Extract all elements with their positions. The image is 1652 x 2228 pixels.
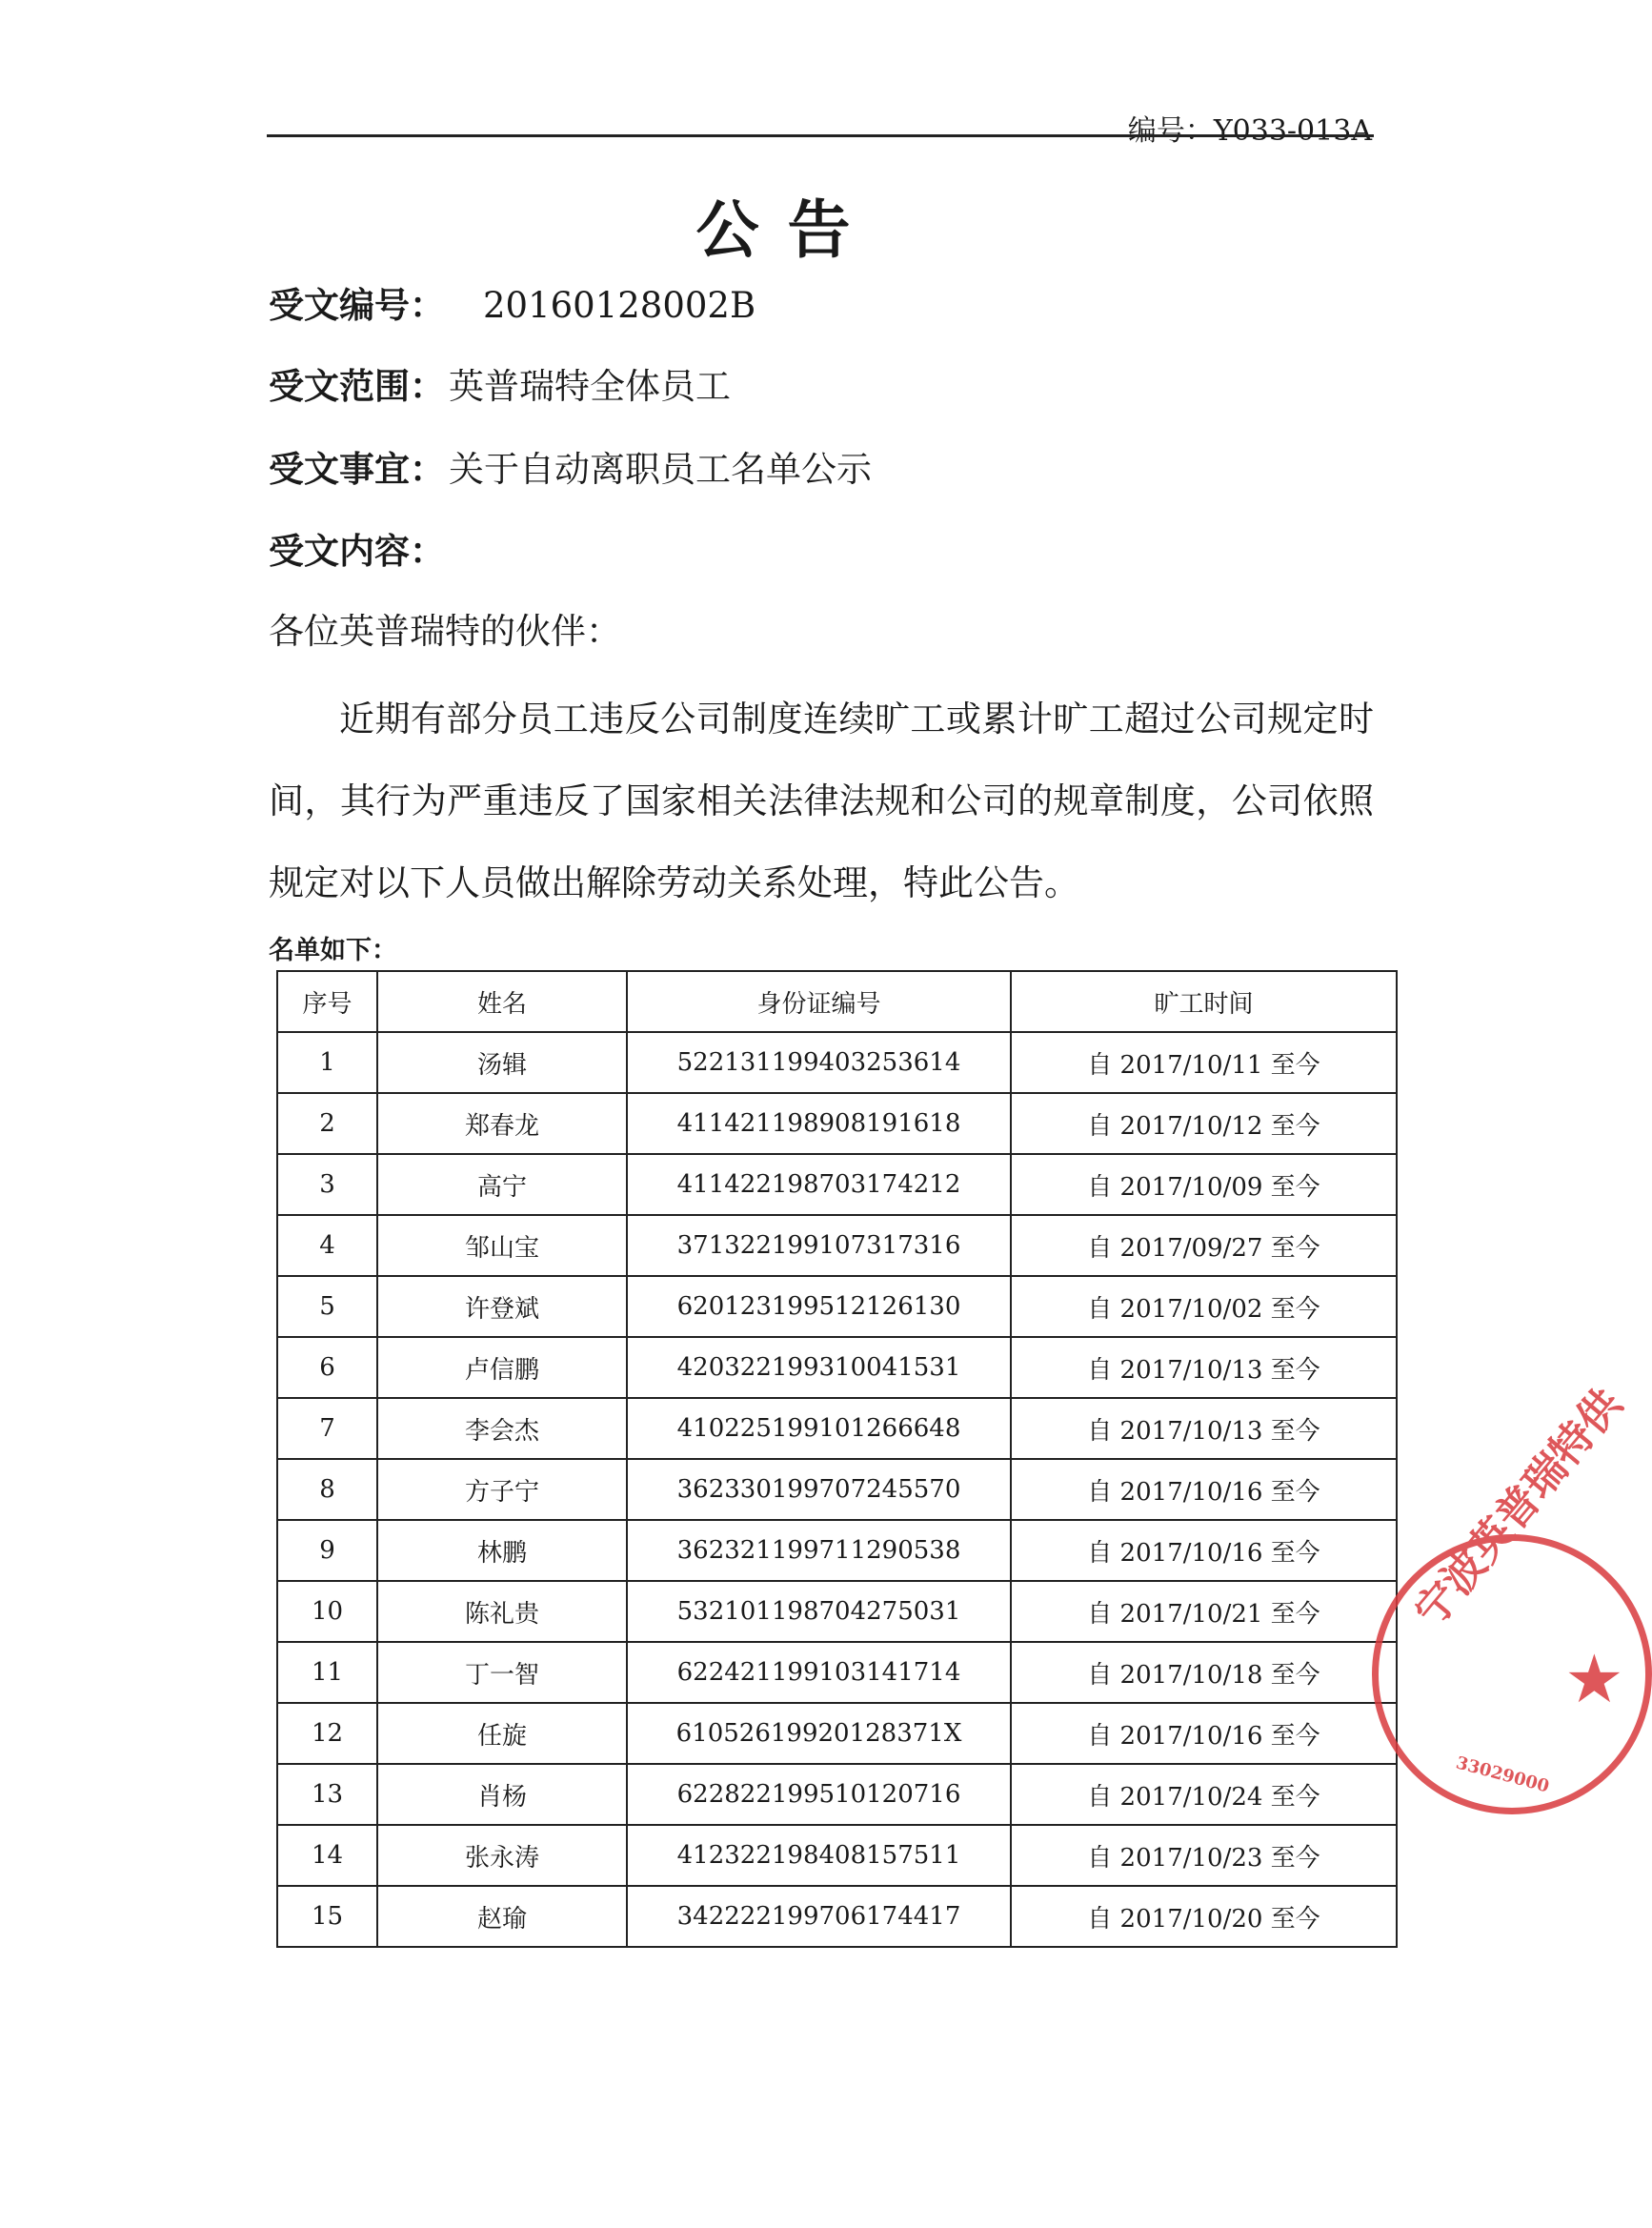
table-header-row [277, 971, 1397, 1032]
scope-field [269, 357, 731, 409]
cell-absence-period: 自 2017/10/13 至今 [1011, 1398, 1397, 1459]
cell-name: 肖杨 [377, 1764, 627, 1825]
table-row [277, 1520, 1397, 1581]
cell-id-number: 411422198703174212 [627, 1154, 1011, 1215]
cell-id-number: 371322199107317316 [627, 1215, 1011, 1276]
cell-name: 方子宁 [377, 1459, 627, 1520]
cell-name: 李会杰 [377, 1398, 627, 1459]
cell-index: 2 [277, 1093, 377, 1154]
cell-absence-period: 自 2017/10/20 至今 [1011, 1886, 1397, 1947]
table-row [277, 1215, 1397, 1276]
cell-absence-period: 自 2017/10/21 至今 [1011, 1581, 1397, 1642]
cell-id-number: 622421199103141714 [627, 1642, 1011, 1703]
table-row [277, 1093, 1397, 1154]
cell-name: 张永涛 [377, 1825, 627, 1886]
cell-index: 12 [277, 1703, 377, 1764]
header-name: 姓名 [377, 971, 627, 1032]
table-row [277, 1154, 1397, 1215]
cell-name: 郑春龙 [377, 1093, 627, 1154]
page-title: 公告 [695, 193, 879, 267]
header-index: 序号 [277, 971, 377, 1032]
cell-index: 3 [277, 1154, 377, 1215]
cell-id-number: 622822199510120716 [627, 1764, 1011, 1825]
cell-index: 6 [277, 1337, 377, 1398]
table-row [277, 1886, 1397, 1947]
cell-absence-period: 自 2017/09/27 至今 [1011, 1215, 1397, 1276]
cell-id-number: 362321199711290538 [627, 1520, 1011, 1581]
star-icon: ★ [1564, 1640, 1624, 1718]
table-row [277, 1398, 1397, 1459]
body-paragraph: 近期有部分员工违反公司制度连续旷工或累计旷工超过公司规定时间，其行为严重违反了国家相关法律法规和公司的规章制度，公司依照规定对以下人员做出解除劳动关系处理，特此公告。 [269, 699, 1374, 903]
cell-index: 8 [277, 1459, 377, 1520]
cell-index: 5 [277, 1276, 377, 1337]
cell-absence-period: 自 2017/10/18 至今 [1011, 1642, 1397, 1703]
company-seal [1372, 1380, 1652, 1814]
cell-index: 7 [277, 1398, 377, 1459]
cell-absence-period: 自 2017/10/02 至今 [1011, 1276, 1397, 1337]
cell-name: 许登斌 [377, 1276, 627, 1337]
cell-id-number: 362330199707245570 [627, 1459, 1011, 1520]
cell-id-number: 412322198408157511 [627, 1825, 1011, 1886]
cell-absence-period: 自 2017/10/16 至今 [1011, 1459, 1397, 1520]
matter-field [269, 440, 872, 492]
seal-text: 宁波英普瑞特供 [1405, 1380, 1632, 1636]
cell-name: 高宁 [377, 1154, 627, 1215]
table-row [277, 1825, 1397, 1886]
doc-number-value: 20160128002B [483, 285, 756, 326]
greeting: 各位英普瑞特的伙伴： [269, 611, 621, 652]
header-id-number: 身份证编号 [627, 971, 1011, 1032]
cell-name: 林鹏 [377, 1520, 627, 1581]
cell-absence-period: 自 2017/10/23 至今 [1011, 1825, 1397, 1886]
cell-absence-period: 自 2017/10/13 至今 [1011, 1337, 1397, 1398]
table-row [277, 1703, 1397, 1764]
cell-index: 10 [277, 1581, 377, 1642]
cell-name: 任旋 [377, 1703, 627, 1764]
table-row [277, 1459, 1397, 1520]
cell-absence-period: 自 2017/10/11 至今 [1011, 1032, 1397, 1093]
table-row [277, 1276, 1397, 1337]
cell-id-number: 61052619920128371X [627, 1703, 1011, 1764]
cell-index: 13 [277, 1764, 377, 1825]
table-row [277, 1337, 1397, 1398]
table-row [277, 1764, 1397, 1825]
cell-name: 陈礼贵 [377, 1581, 627, 1642]
cell-index: 4 [277, 1215, 377, 1276]
cell-name: 丁一智 [377, 1642, 627, 1703]
cell-absence-period: 自 2017/10/09 至今 [1011, 1154, 1397, 1215]
cell-absence-period: 自 2017/10/16 至今 [1011, 1520, 1397, 1581]
cell-name: 邹山宝 [377, 1215, 627, 1276]
employee-table [276, 970, 1398, 1948]
matter-value: 关于自动离职员工名单公示 [449, 449, 872, 490]
cell-index: 11 [277, 1642, 377, 1703]
cell-name: 卢信鹏 [377, 1337, 627, 1398]
cell-index: 15 [277, 1886, 377, 1947]
cell-name: 赵瑜 [377, 1886, 627, 1947]
cell-index: 1 [277, 1032, 377, 1093]
cell-id-number: 532101198704275031 [627, 1581, 1011, 1642]
cell-absence-period: 自 2017/10/24 至今 [1011, 1764, 1397, 1825]
cell-id-number: 420322199310041531 [627, 1337, 1011, 1398]
cell-id-number: 342222199706174417 [627, 1886, 1011, 1947]
content-field [269, 522, 445, 574]
scope-value: 英普瑞特全体员工 [449, 366, 731, 407]
matter-label: 受文事宜： [269, 449, 445, 490]
content-label: 受文内容： [269, 531, 445, 572]
cell-id-number: 620123199512126130 [627, 1276, 1011, 1337]
cell-id-number: 411421198908191618 [627, 1093, 1011, 1154]
scope-label: 受文范围： [269, 366, 445, 407]
table-row [277, 1642, 1397, 1703]
table-row [277, 1581, 1397, 1642]
list-label: 名单如下： [269, 936, 397, 965]
cell-absence-period: 自 2017/10/12 至今 [1011, 1093, 1397, 1154]
header-absence-period: 旷工时间 [1011, 971, 1397, 1032]
document-number: 编号：Y033-013A [1127, 114, 1372, 148]
seal-code: 33029000 [1453, 1752, 1552, 1797]
doc-number-field [269, 276, 755, 328]
cell-index: 14 [277, 1825, 377, 1886]
cell-id-number: 522131199403253614 [627, 1032, 1011, 1093]
cell-id-number: 410225199101266648 [627, 1398, 1011, 1459]
header-rule [267, 134, 1374, 137]
cell-absence-period: 自 2017/10/16 至今 [1011, 1703, 1397, 1764]
cell-name: 汤辑 [377, 1032, 627, 1093]
table-row [277, 1032, 1397, 1093]
cell-index: 9 [277, 1520, 377, 1581]
doc-number-label: 受文编号： [269, 285, 445, 326]
